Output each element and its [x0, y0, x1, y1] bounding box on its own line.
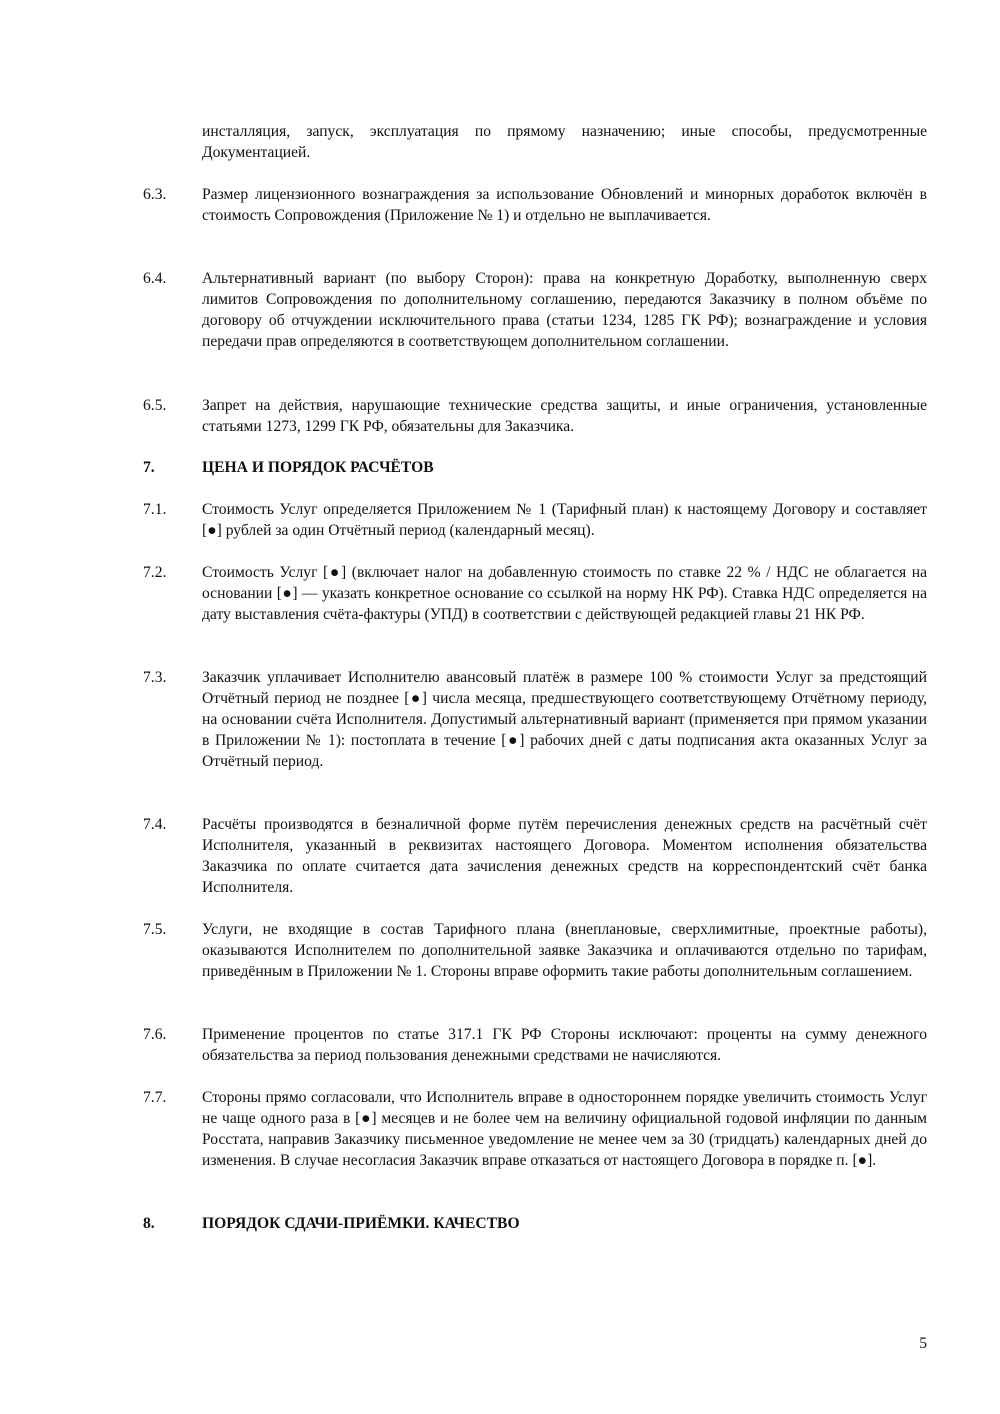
- clause-text: Размер лицензионного вознаграждения за использование Обновлений и минорных доработок включён в стоимость Сопровождения (Приложение № 1) и отдельно не выплачивается.: [202, 186, 927, 224]
- clause-text: Запрет на действия, нарушающие технические средства защиты, и иные ограничения, установленные статьями 1273, 1299 ГК РФ, обязательны для Заказчика.: [202, 397, 927, 435]
- clause-7-6: [143, 1024, 927, 1066]
- section-number: 8.: [143, 1215, 155, 1232]
- clause-text: Альтернативный вариант (по выбору Сторон): права на конкретную Доработку, выполненную сверх лимитов Сопровождения по дополнительному соглашению, передаются Заказчику в полном объёме по договору об отчуждении исключительного права (статьи 1234, 1285 ГК РФ); вознаграждение и условия передачи прав определяются в соответствующем дополнительном соглашении.: [202, 270, 927, 350]
- section-heading-7: [143, 457, 927, 478]
- clause-text: Стоимость Услуг [●] (включает налог на добавленную стоимость по ставке 22 % / НДС не облагается на основании [●] — указать конкретное основание со ссылкой на норму НК РФ). Ставка НДС определяется на дату выставления счёта-фактуры (УПД) в соответствии с действующей редакцией главы 21 НК РФ.: [202, 564, 927, 623]
- clause-number: 7.6.: [143, 1026, 167, 1043]
- clause-7-5: [143, 919, 927, 982]
- clause-text: Стороны прямо согласовали, что Исполнитель вправе в одностороннем порядке увеличить стоимость Услуг не чаще одного раза в [●] месяцев и не более чем на величину официальной годовой инфляции по данным Росстата, направив Заказчику письменное уведомление не менее чем за 30 (тридцать) календарных дней до изменения. В случае несогласия Заказчик вправе отказаться от настоящего Договора в порядке п. [●].: [202, 1089, 927, 1169]
- clause-6-5: [143, 395, 927, 437]
- clause-text: Расчёты производятся в безналичной форме путём перечисления денежных средств на расчётный счёт Исполнителя, указанный в реквизитах настоящего Договора. Моментом исполнения обязательства Заказчика по оплате считается дата зачисления денежных средств на корреспондентский счёт банка Исполнителя.: [202, 816, 927, 896]
- clause-7-4: [143, 814, 927, 898]
- clause-6-3: [143, 184, 927, 226]
- clause-number: 7.7.: [143, 1089, 167, 1106]
- clause-7-7: [143, 1087, 927, 1171]
- clause-number: 6.4.: [143, 270, 167, 287]
- clause-7-1: [143, 499, 927, 541]
- section-number: 7.: [143, 459, 155, 476]
- clause-number: 6.5.: [143, 397, 167, 414]
- page-number: 5: [919, 1335, 927, 1352]
- clause-7-3: [143, 667, 927, 772]
- continuation-paragraph: инсталляция, запуск, эксплуатация по прямому назначению; иные способы, предусмотренные Документацией.: [202, 123, 927, 161]
- clause-number: 7.5.: [143, 921, 167, 938]
- clause-number: 7.3.: [143, 669, 167, 686]
- clause-number: 6.3.: [143, 186, 167, 203]
- clause-number: 7.2.: [143, 564, 167, 581]
- clause-number: 7.4.: [143, 816, 167, 833]
- clause-7-2: [143, 562, 927, 625]
- section-title: ЦЕНА И ПОРЯДОК РАСЧЁТОВ: [202, 459, 434, 476]
- clause-text: Услуги, не входящие в состав Тарифного плана (внеплановые, сверхлимитные, проектные работы), оказываются Исполнителем по дополнительной заявке Заказчика и оплачиваются отдельно по тарифам, приведённым в Приложении № 1. Стороны вправе оформить такие работы дополнительным соглашением.: [202, 921, 927, 980]
- section-title: ПОРЯДОК СДАЧИ-ПРИЁМКИ. КАЧЕСТВО: [202, 1215, 520, 1232]
- clause-text: Заказчик уплачивает Исполнителю авансовый платёж в размере 100 % стоимости Услуг за предстоящий Отчётный период не позднее [●] числа месяца, предшествующего соответствующему Отчётному периоду, на основании счёта Исполнителя. Допустимый альтернативный вариант (применяется при прямом указании в Приложении № 1): постоплата в течение [●] рабочих дней с даты подписания акта оказанных Услуг за Отчётный период.: [202, 669, 927, 770]
- clause-6-4: [143, 268, 927, 352]
- clause-text: Стоимость Услуг определяется Приложением № 1 (Тарифный план) к настоящему Договору и составляет [●] рублей за один Отчётный период (календарный месяц).: [202, 501, 927, 539]
- clause-text: Применение процентов по статье 317.1 ГК РФ Стороны исключают: проценты на сумму денежного обязательства за период пользования денежными средствами не начисляются.: [202, 1026, 927, 1064]
- section-heading-8: [143, 1213, 927, 1234]
- clause-number: 7.1.: [143, 501, 167, 518]
